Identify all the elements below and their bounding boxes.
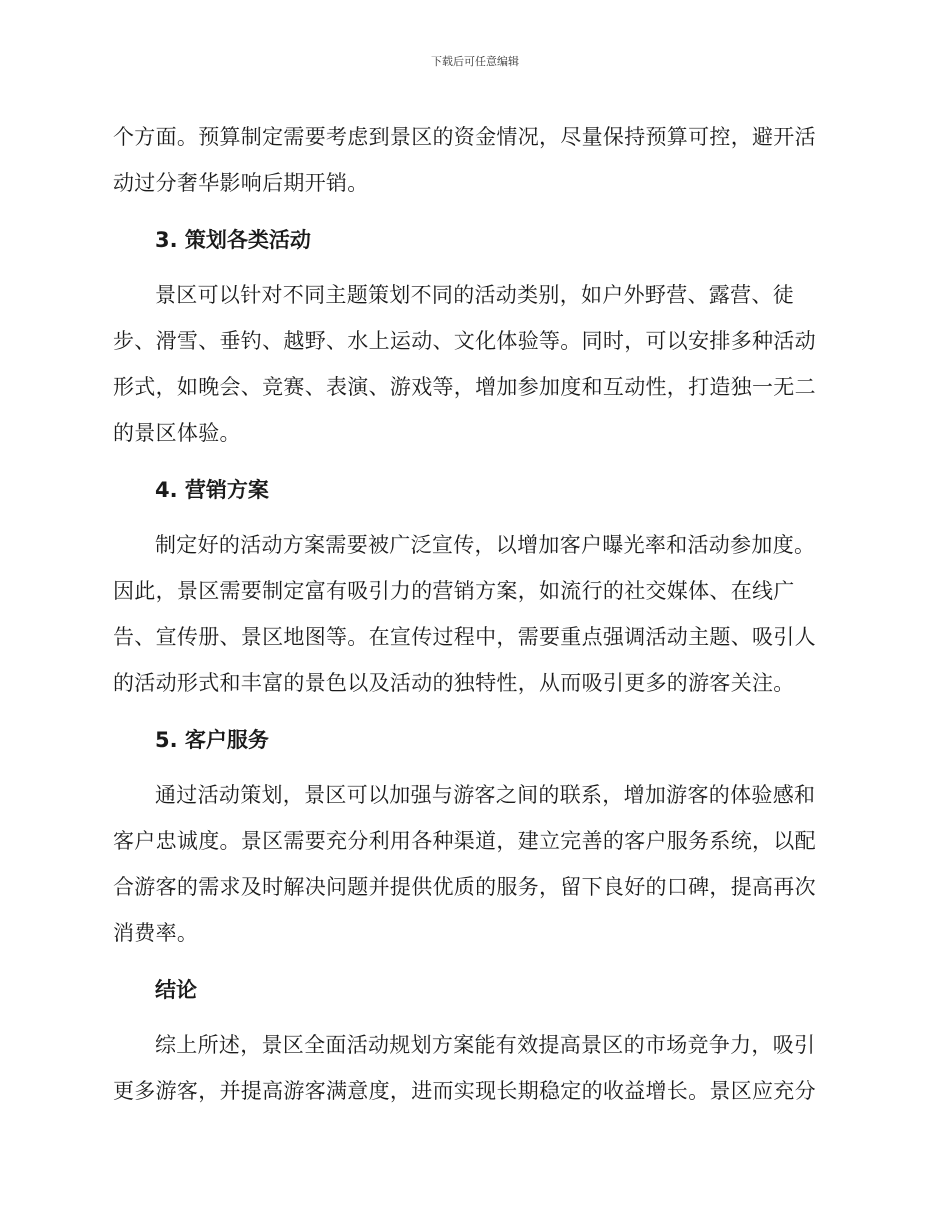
paragraph-conclusion [113,1022,833,1114]
paragraph-customer-service [113,772,833,956]
section-heading-conclusion: 结论 [155,978,197,1002]
text-line: 动过分奢华影响后期开销。 [113,171,369,195]
text-line: 步、滑雪、垂钓、越野、水上运动、文化体验等。同时，可以安排多种活动 [113,329,816,353]
paragraph-budget-continued [113,114,833,206]
text-line: 个方面。预算制定需要考虑到景区的资金情况，尽量保持预算可控，避开活 [113,125,816,149]
paragraph-marketing [113,522,833,706]
text-line: 的景区体验。 [113,421,241,445]
section-heading-customer-service: 5. 客户服务 [155,728,269,752]
section-heading-activities: 3. 策划各类活动 [155,228,311,252]
text-line: 综上所述，景区全面活动规划方案能有效提高景区的市场竞争力，吸引 [155,1033,816,1057]
document-body [113,114,833,1114]
text-line: 因此，景区需要制定富有吸引力的营销方案，如流行的社交媒体、在线广 [113,579,795,603]
text-line: 景区可以针对不同主题策划不同的活动类别，如户外野营、露营、徒 [155,283,794,307]
text-line: 形式，如晚会、竞赛、表演、游戏等，增加参加度和互动性，打造独一无二 [113,375,816,399]
text-line: 客户忠诚度。景区需要充分利用各种渠道，建立完善的客户服务系统，以配 [113,829,816,853]
text-line: 合游客的需求及时解决问题并提供优质的服务，留下良好的口碑，提高再次 [113,875,816,899]
text-line: 制定好的活动方案需要被广泛宣传，以增加客户曝光率和活动参加度。 [155,533,816,557]
paragraph-activities [113,272,833,456]
text-line: 的活动形式和丰富的景色以及活动的独特性，从而吸引更多的游客关注。 [113,671,795,695]
text-line: 更多游客，并提高游客满意度，进而实现长期稳定的收益增长。景区应充分 [113,1079,816,1103]
text-line: 告、宣传册、景区地图等。在宣传过程中，需要重点强调活动主题、吸引人 [113,625,816,649]
header-note: 下载后可任意编辑 [431,55,519,68]
text-line: 通过活动策划，景区可以加强与游客之间的联系，增加游客的体验感和 [155,783,816,807]
section-heading-marketing: 4. 营销方案 [155,478,269,502]
text-line: 消费率。 [113,921,199,945]
